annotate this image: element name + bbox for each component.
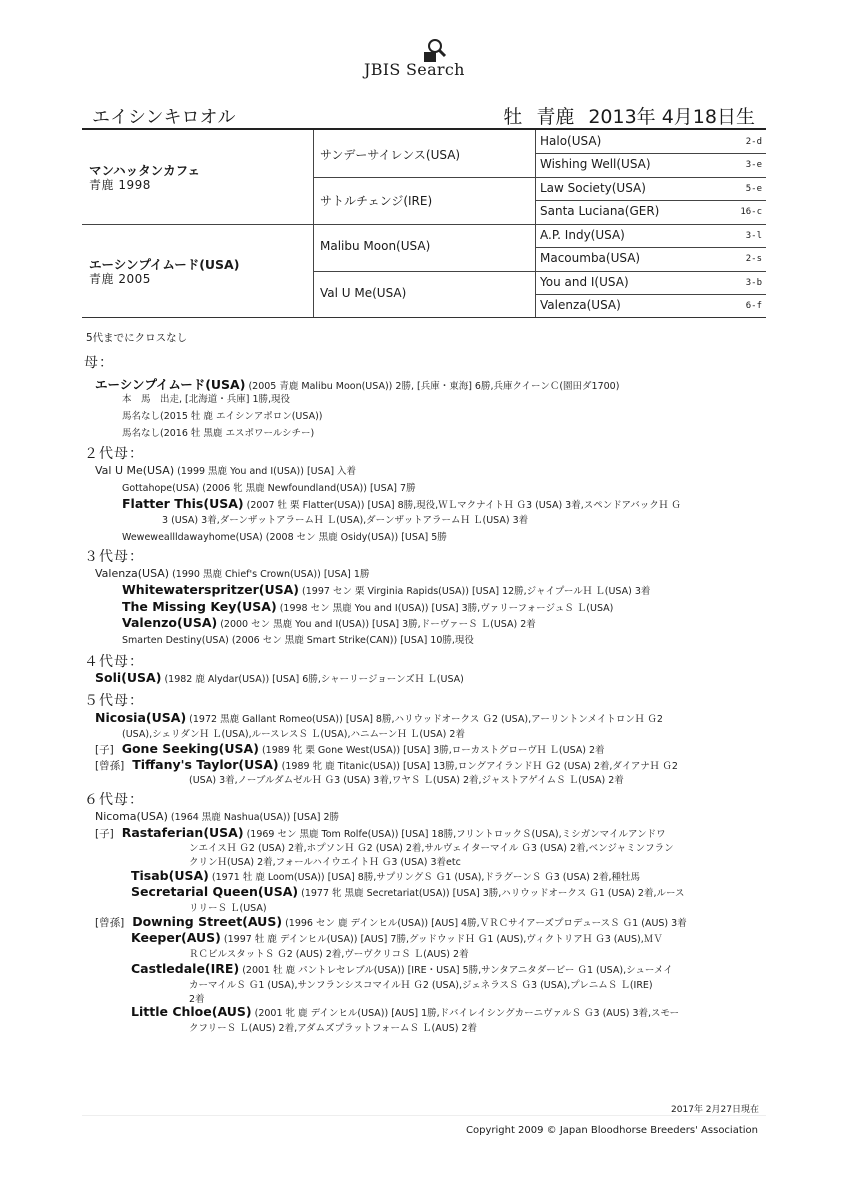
record-text: 馬名なし(2015 牡 鹿 エイシンアポロン(USA)) — [122, 411, 323, 422]
record-text: Smarten Destiny(USA) (2006 セン 黒鹿 Smart Strike(CAN)) [USA] 10勝,現役 — [122, 635, 474, 646]
sire-detail: 青鹿 1998 — [89, 178, 151, 192]
family-number: 3-b — [745, 278, 762, 288]
record-text: カーマイルＳ Ｇ1 (USA),サンフランシスコマイルＨ Ｇ2 (USA),ジェネラスＳ Ｇ3 (USA),プレニムＳ Ｌ(IRE) — [189, 980, 653, 991]
produce-line — [95, 757, 678, 773]
pedigree-g3: A.P. Indy(USA) — [540, 228, 625, 242]
horse-name: Flatter This(USA) — [122, 496, 244, 511]
pedigree-g3: Halo(USA) — [540, 134, 602, 148]
horse-name: Gone Seeking(USA) — [121, 741, 259, 756]
horse-name: Castledale(IRE) — [131, 961, 240, 976]
pedigree-g3: You and I(USA) — [540, 275, 629, 289]
record-text: Weweweallldawayhome(USA) (2008 セン 黒鹿 Osidy(USA)) [USA] 5勝 — [122, 532, 447, 543]
pedigree-g2: サトルチェンジ(IRE) — [320, 194, 433, 208]
produce-line — [162, 512, 528, 526]
produce-line — [189, 772, 624, 786]
produce-line — [122, 726, 465, 740]
horse-name: Secretarial Queen(USA) — [131, 884, 299, 899]
relation-tag: [子] — [95, 744, 114, 756]
record-text: (1964 黒鹿 Nashua(USA)) [USA] 2勝 — [167, 812, 339, 823]
produce-line — [122, 425, 314, 439]
relation-tag: [曾孫] — [95, 917, 125, 929]
produce-line — [131, 1004, 679, 1019]
produce-line — [131, 884, 685, 899]
dam-name: Val U Me(USA) — [95, 464, 175, 477]
produce-line — [122, 480, 416, 494]
section-dam: 母： — [84, 355, 114, 371]
family-number: 2-d — [745, 137, 762, 147]
record-text: リリーＳ Ｌ(USA) — [189, 903, 267, 914]
record-text: (USA) 3着,ノーブルダムゼルＨ Ｇ3 (USA) 3着,ワヤＳ Ｌ(USA) 2着,ジャストアゲイムＳ Ｌ(USA) 2着 — [189, 775, 624, 786]
record-text: 馬名なし(2016 牡 黒鹿 エスポワールシチー) — [122, 428, 315, 439]
section-3rd-dam: ３代母： — [84, 549, 144, 565]
record-text: (1989 牝 栗 Gone West(USA)) [USA] 3勝,ローカストグローヴＨ Ｌ(USA) 2着 — [258, 745, 605, 756]
sire-name: マンハッタンカフェ — [89, 163, 201, 178]
record-text: (2005 青鹿 Malibu Moon(USA)) 2勝, [兵庫・東海] 6勝,兵庫クイーンＣ(園田ダ1700) — [245, 381, 620, 392]
pedigree-g3: Wishing Well(USA) — [540, 157, 651, 171]
family-number: 3-l — [745, 231, 762, 241]
horse-birth: 2013年 4月18日生 — [588, 106, 755, 128]
family-number: 6-f — [745, 301, 762, 311]
produce-line — [122, 582, 650, 597]
record-text: Gottahope(USA) (2006 牝 黒鹿 Newfoundland(USA)) [USA] 7勝 — [122, 483, 416, 494]
horse-name: The Missing Key(USA) — [122, 599, 277, 614]
record-text: (USA),シェリダンＨ Ｌ(USA),ルースレスＳ Ｌ(USA),ハニムーンＨ Ｌ(USA) 2着 — [122, 729, 465, 740]
record-text: (2007 牡 栗 Flatter(USA)) [USA] 8勝,現役,ＷＬマクナイトＨ Ｇ3 (USA) 3着,スペンドアバックＨ Ｇ — [243, 500, 681, 511]
record-text: (2000 セン 黒鹿 You and I(USA)) [USA] 3勝,ドーヴァーＳ Ｌ(USA) 2着 — [217, 619, 536, 630]
record-text: (1982 鹿 Alydar(USA)) [USA] 6勝,シャーリージョーンズＨ Ｌ(USA) — [161, 674, 464, 685]
record-text: 本 馬 出走, [北海道・兵庫] 1勝,現役 — [122, 394, 291, 405]
produce-line — [95, 670, 464, 685]
inbreeding-note: 5代までにクロスなし — [86, 332, 188, 344]
section-4th-dam: ４代母： — [84, 654, 144, 670]
record-text: (1972 黒鹿 Gallant Romeo(USA)) [USA] 8勝,ハリウッドオークス Ｇ2 (USA),アーリントンメイトロンＨ Ｇ2 — [186, 714, 663, 725]
produce-line — [189, 840, 674, 854]
produce-line — [189, 991, 205, 1005]
horse-sex: 牡 — [503, 106, 523, 128]
row-divider — [82, 224, 766, 225]
record-text: (1977 牝 黒鹿 Secretariat(USA)) [USA] 3勝,ハリウッドオークス Ｇ1 (USA) 2着,ルース — [298, 888, 685, 899]
row-divider — [313, 271, 766, 272]
pedigree-g3: Santa Luciana(GER) — [540, 204, 660, 218]
pedigree-g3: Law Society(USA) — [540, 181, 646, 195]
relation-tag: [子] — [95, 828, 114, 840]
record-text: (1969 セン 黒鹿 Tom Rolfe(USA)) [USA] 18勝,フリントロックＳ(USA),ミシガンマイルアンドワ — [243, 829, 666, 840]
produce-line — [95, 741, 605, 757]
pedigree-table — [82, 130, 766, 318]
pedigree-g3: Valenza(USA) — [540, 298, 621, 312]
family-number: 16-c — [740, 207, 762, 217]
produce-line — [95, 566, 369, 580]
footer-rule — [82, 1115, 766, 1116]
pedigree-g2: サンデーサイレンス(USA) — [320, 148, 461, 162]
dam-name: エーシンプイムード(USA) — [89, 257, 240, 272]
pedigree-g3: Macoumba(USA) — [540, 251, 641, 265]
horse-name: Valenzo(USA) — [122, 615, 218, 630]
produce-line — [95, 463, 356, 477]
horse-summary — [489, 102, 755, 129]
dam-detail: 青鹿 2005 — [89, 272, 151, 286]
produce-line — [122, 391, 290, 405]
row-divider — [535, 294, 766, 295]
record-text: (1998 セン 黒鹿 You and I(USA)) [USA] 3勝,ヴァリーフォージュＳ Ｌ(USA) — [276, 603, 614, 614]
record-text: (2001 牝 鹿 デインヒル(USA)) [AUS] 1勝,ドバイレイシングカーニヴァルＳ Ｇ3 (AUS) 3着,スモー — [251, 1008, 680, 1019]
copyright: Copyright 2009 © Japan Bloodhorse Breeders' Association — [466, 1125, 758, 1136]
record-text: クリンＨ(USA) 2着,フォールハイウエイトＨ Ｇ3 (USA) 3着etc — [189, 857, 461, 868]
record-text: (2001 牡 鹿 パントレセレブル(USA)) [IRE・USA] 5勝,サンタアニタダービー Ｇ1 (USA),シューメイ — [239, 965, 673, 976]
dam-name: Nicoma(USA) — [95, 810, 168, 823]
record-text: (1997 セン 栗 Virginia Rapids(USA)) [USA] 12勝,ジャイプールＨ Ｌ(USA) 3着 — [299, 586, 651, 597]
record-text: ンエイスＨ Ｇ2 (USA) 2着,ホプソンＨ Ｇ2 (USA) 2着,サルヴェイターマイル Ｇ3 (USA) 2着,ベンジャミンフラン — [189, 843, 674, 854]
row-divider — [535, 153, 766, 154]
horse-color: 青鹿 — [536, 106, 575, 128]
as-of-date: 2017年 2月27日現在 — [671, 1105, 759, 1115]
row-divider — [535, 247, 766, 248]
produce-line — [122, 632, 474, 646]
section-6th-dam: ６代母： — [84, 792, 144, 808]
family-number: 5-e — [745, 184, 762, 194]
produce-line — [95, 825, 666, 841]
record-text: ＲＣビルスタットＳ Ｇ2 (AUS) 2着,ヴーヴクリコＳ Ｌ(AUS) 2着 — [189, 949, 469, 960]
produce-line — [189, 977, 653, 991]
produce-line — [122, 408, 322, 422]
produce-line — [95, 809, 339, 823]
record-text: (1989 牝 鹿 Titanic(USA)) [USA] 13勝,ロングアイランドＨ Ｇ2 (USA) 2着,ダイアナＨ Ｇ2 — [278, 761, 678, 772]
horse-name: Rastaferian(USA) — [121, 825, 244, 840]
produce-line — [95, 710, 663, 725]
record-text: 3 (USA) 3着,ダーンザットアラームＨ Ｌ(USA),ダーンザットアラームＨ Ｌ(USA) 3着 — [162, 515, 529, 526]
produce-line — [189, 900, 267, 914]
horse-name: Tiffany's Taylor(USA) — [132, 757, 279, 772]
dam-name: Valenza(USA) — [95, 567, 170, 580]
section-5th-dam: ５代母： — [84, 693, 144, 709]
horse-name: エイシンキロオル — [92, 107, 236, 128]
record-text: (1971 牡 鹿 Loom(USA)) [USA] 8勝,サプリングＳ Ｇ1 (USA),ドラグーンＳ Ｇ3 (USA) 2着,種牡馬 — [208, 872, 640, 883]
produce-line — [122, 599, 613, 614]
family-number: 3-e — [745, 160, 762, 170]
jbis-logo — [352, 38, 502, 80]
produce-line — [122, 615, 536, 630]
produce-line — [189, 1020, 477, 1034]
record-text: (1999 黒鹿 You and I(USA)) [USA] 入着 — [174, 466, 357, 477]
pedigree-g2: Malibu Moon(USA) — [320, 239, 431, 253]
horse-name: Downing Street(AUS) — [132, 914, 283, 929]
horse-name: Nicosia(USA) — [95, 710, 187, 725]
horse-name: Soli(USA) — [95, 670, 162, 685]
relation-tag: [曾孫] — [95, 760, 125, 772]
pedigree-g2: Val U Me(USA) — [320, 286, 407, 300]
produce-line — [122, 496, 681, 511]
horse-name: Keeper(AUS) — [131, 930, 221, 945]
horse-name: Tisab(USA) — [131, 868, 209, 883]
produce-line — [122, 529, 447, 543]
record-text: クフリーＳ Ｌ(AUS) 2着,アダムズプラットフォームＳ Ｌ(AUS) 2着 — [189, 1023, 477, 1034]
row-divider — [313, 177, 766, 178]
horse-name: エーシンプイムード(USA) — [95, 377, 246, 392]
horse-name: Whitewaterspritzer(USA) — [122, 582, 300, 597]
horse-name: Little Chloe(AUS) — [131, 1004, 252, 1019]
produce-line — [131, 930, 663, 945]
produce-line — [95, 914, 687, 930]
produce-line — [131, 961, 673, 976]
record-text: 2着 — [189, 994, 205, 1005]
section-2nd-dam: ２代母： — [84, 446, 144, 462]
record-text: (1996 セン 鹿 デインヒル(USA)) [AUS] 4勝,ＶＲＣサイアーズプロデュースＳ Ｇ1 (AUS) 3着 — [282, 918, 687, 929]
record-text: (1997 牡 鹿 デインヒル(USA)) [AUS] 7勝,グッドウッドＨ Ｇ1 (AUS),ヴィクトリアＨ Ｇ3 (AUS),ＭＶ — [220, 934, 663, 945]
logo-text: JBIS Search — [364, 60, 465, 79]
produce-line — [189, 946, 469, 960]
record-text: (1990 黒鹿 Chief's Crown(USA)) [USA] 1勝 — [169, 569, 370, 580]
row-divider — [535, 200, 766, 201]
produce-line — [189, 854, 461, 868]
family-number: 2-s — [745, 254, 762, 264]
produce-line — [131, 868, 640, 883]
